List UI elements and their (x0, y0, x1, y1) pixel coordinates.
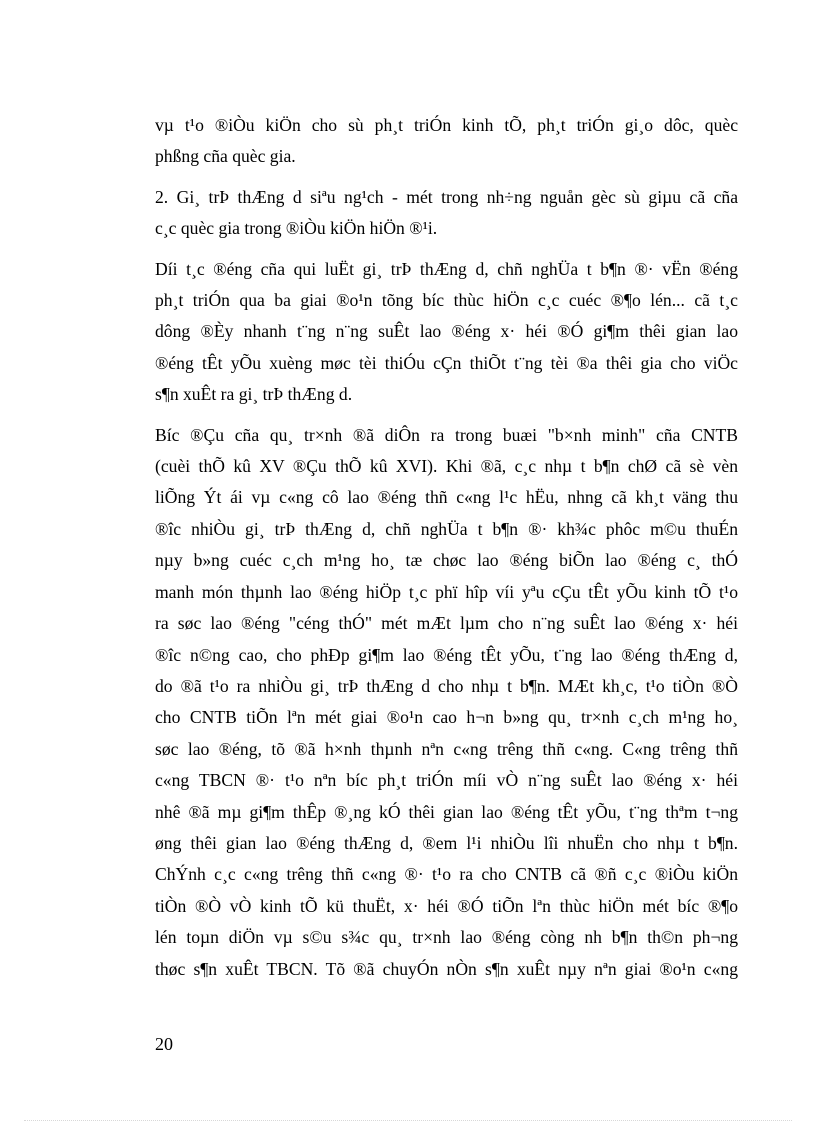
text-line: ra søc lao ®éng "céng thÓ" mét mÆt lµm cho n¨ng suÊt lao ®éng x· héi (155, 613, 738, 634)
text-line: 2. Gi¸ trÞ thÆng d siªu ng¹ch - mét trong nh÷ng nguån gèc sù giµu cã cña (155, 186, 738, 207)
text-line: øng thêi gian lao ®éng thÆng d, ®em l¹i nhiÒu lîi nhuËn cho nhµ t b¶n. (155, 832, 738, 853)
text-line: cho CNTB tiÕn lªn mét giai ®o¹n cao h¬n b»ng qu¸ tr×nh c¸ch m¹ng ho¸ (155, 707, 738, 728)
page-bottom-divider (24, 1120, 792, 1121)
text-line: c¸c quèc gia trong ®iÒu kiÖn hiÖn ®¹i. (155, 218, 438, 239)
text-line: ph¸t triÓn qua ba giai ®o¹n tõng bíc thùc hiÖn c¸c cuéc ®¶o lén... cã t¸c (155, 290, 738, 311)
text-line: liÕng Ýt ái vµ c«ng cô lao ®éng thñ c«ng l¹c hËu, nhng cã kh¸t väng thu (155, 487, 738, 508)
text-line: lén toµn diÖn vµ s©u s¾c qu¸ tr×nh lao ®éng còng nh b¶n th©n ph¬ng (155, 927, 738, 948)
text-line: thøc s¶n xuÊt TBCN. Tõ ®ã chuyÓn nÒn s¶n xuÊt nµy nªn giai ®o¹n c«ng (155, 958, 738, 979)
text-line: phßng cña quèc gia. (155, 146, 296, 167)
paragraph (155, 254, 738, 411)
text-line: c«ng TBCN ®· t¹o nªn bíc ph¸t triÓn míi vÒ n¨ng suÊt lao ®éng x· héi (155, 770, 738, 791)
document-body (155, 110, 738, 994)
text-line: (cuèi thÕ kû XV ®Çu thÕ kû XVI). Khi ®ã, c¸c nhµ t b¶n chØ cã sè vèn (155, 456, 738, 477)
page-number: 20 (155, 1034, 173, 1054)
text-line: ®îc nhiÒu gi¸ trÞ thÆng d, chñ nghÜa t b¶n ®· kh¾c phôc m©u thuÉn (155, 518, 738, 539)
text-line: nhê ®ã mµ gi¶m thÊp ®¸ng kÓ thêi gian lao ®éng tÊt yÕu, t¨ng thªm t¬ng (155, 801, 738, 822)
paragraph (155, 420, 738, 985)
text-line: Díi t¸c ®éng cña qui luËt gi¸ trÞ thÆng d, chñ nghÜa t b¶n ®· vËn ®éng (155, 258, 738, 279)
paragraph (155, 110, 738, 173)
text-line: ®îc n©ng cao, cho phÐp gi¶m lao ®éng tÊt yÕu, t¨ng lao ®éng thÆng d, (155, 644, 738, 665)
paragraph (155, 182, 738, 245)
text-line: Bíc ®Çu cña qu¸ tr×nh ®ã diÔn ra trong buæi "b×nh minh" cña CNTB (155, 424, 738, 445)
text-line: vµ t¹o ®iÒu kiÖn cho sù ph¸t triÓn kinh tÕ, ph¸t triÓn gi¸o dôc, quèc (155, 115, 738, 135)
text-line: ChÝnh c¸c c«ng trêng thñ c«ng ®· t¹o ra cho CNTB cã ®ñ c¸c ®iÒu kiÖn (155, 864, 738, 885)
text-line: søc lao ®éng, tõ ®ã h×nh thµnh nªn c«ng trêng thñ c«ng. C«ng trêng thñ (155, 738, 738, 759)
text-line: nµy b»ng cuéc c¸ch m¹ng ho¸ tæ chøc lao ®éng biÕn lao ®éng c¸ thÓ (155, 550, 738, 571)
text-line: ®éng tÊt yÕu xuèng møc tèi thiÓu cÇn thiÕt t¨ng tèi ®a thêi gia cho viÖc (155, 352, 738, 373)
text-line: do ®ã t¹o ra nhiÒu gi¸ trÞ thÆng d cho nhµ t b¶n. MÆt kh¸c, t¹o tiÒn ®Ò (155, 675, 738, 696)
text-line: s¶n xuÊt ra gi¸ trÞ thÆng d. (155, 384, 353, 405)
text-line: manh món thµnh lao ®éng hiÖp t¸c phï hîp víi yªu cÇu tÊt yÕu kinh tÕ t¹o (155, 581, 738, 602)
text-line: dông ®Èy nhanh t¨ng n¨ng suÊt lao ®éng x· héi ®Ó gi¶m thêi gian lao (155, 321, 738, 342)
text-line: tiÒn ®Ò vÒ kinh tÕ kü thuËt, x· héi ®Ó tiÕn lªn thùc hiÖn mét bíc ®¶o (155, 895, 738, 916)
